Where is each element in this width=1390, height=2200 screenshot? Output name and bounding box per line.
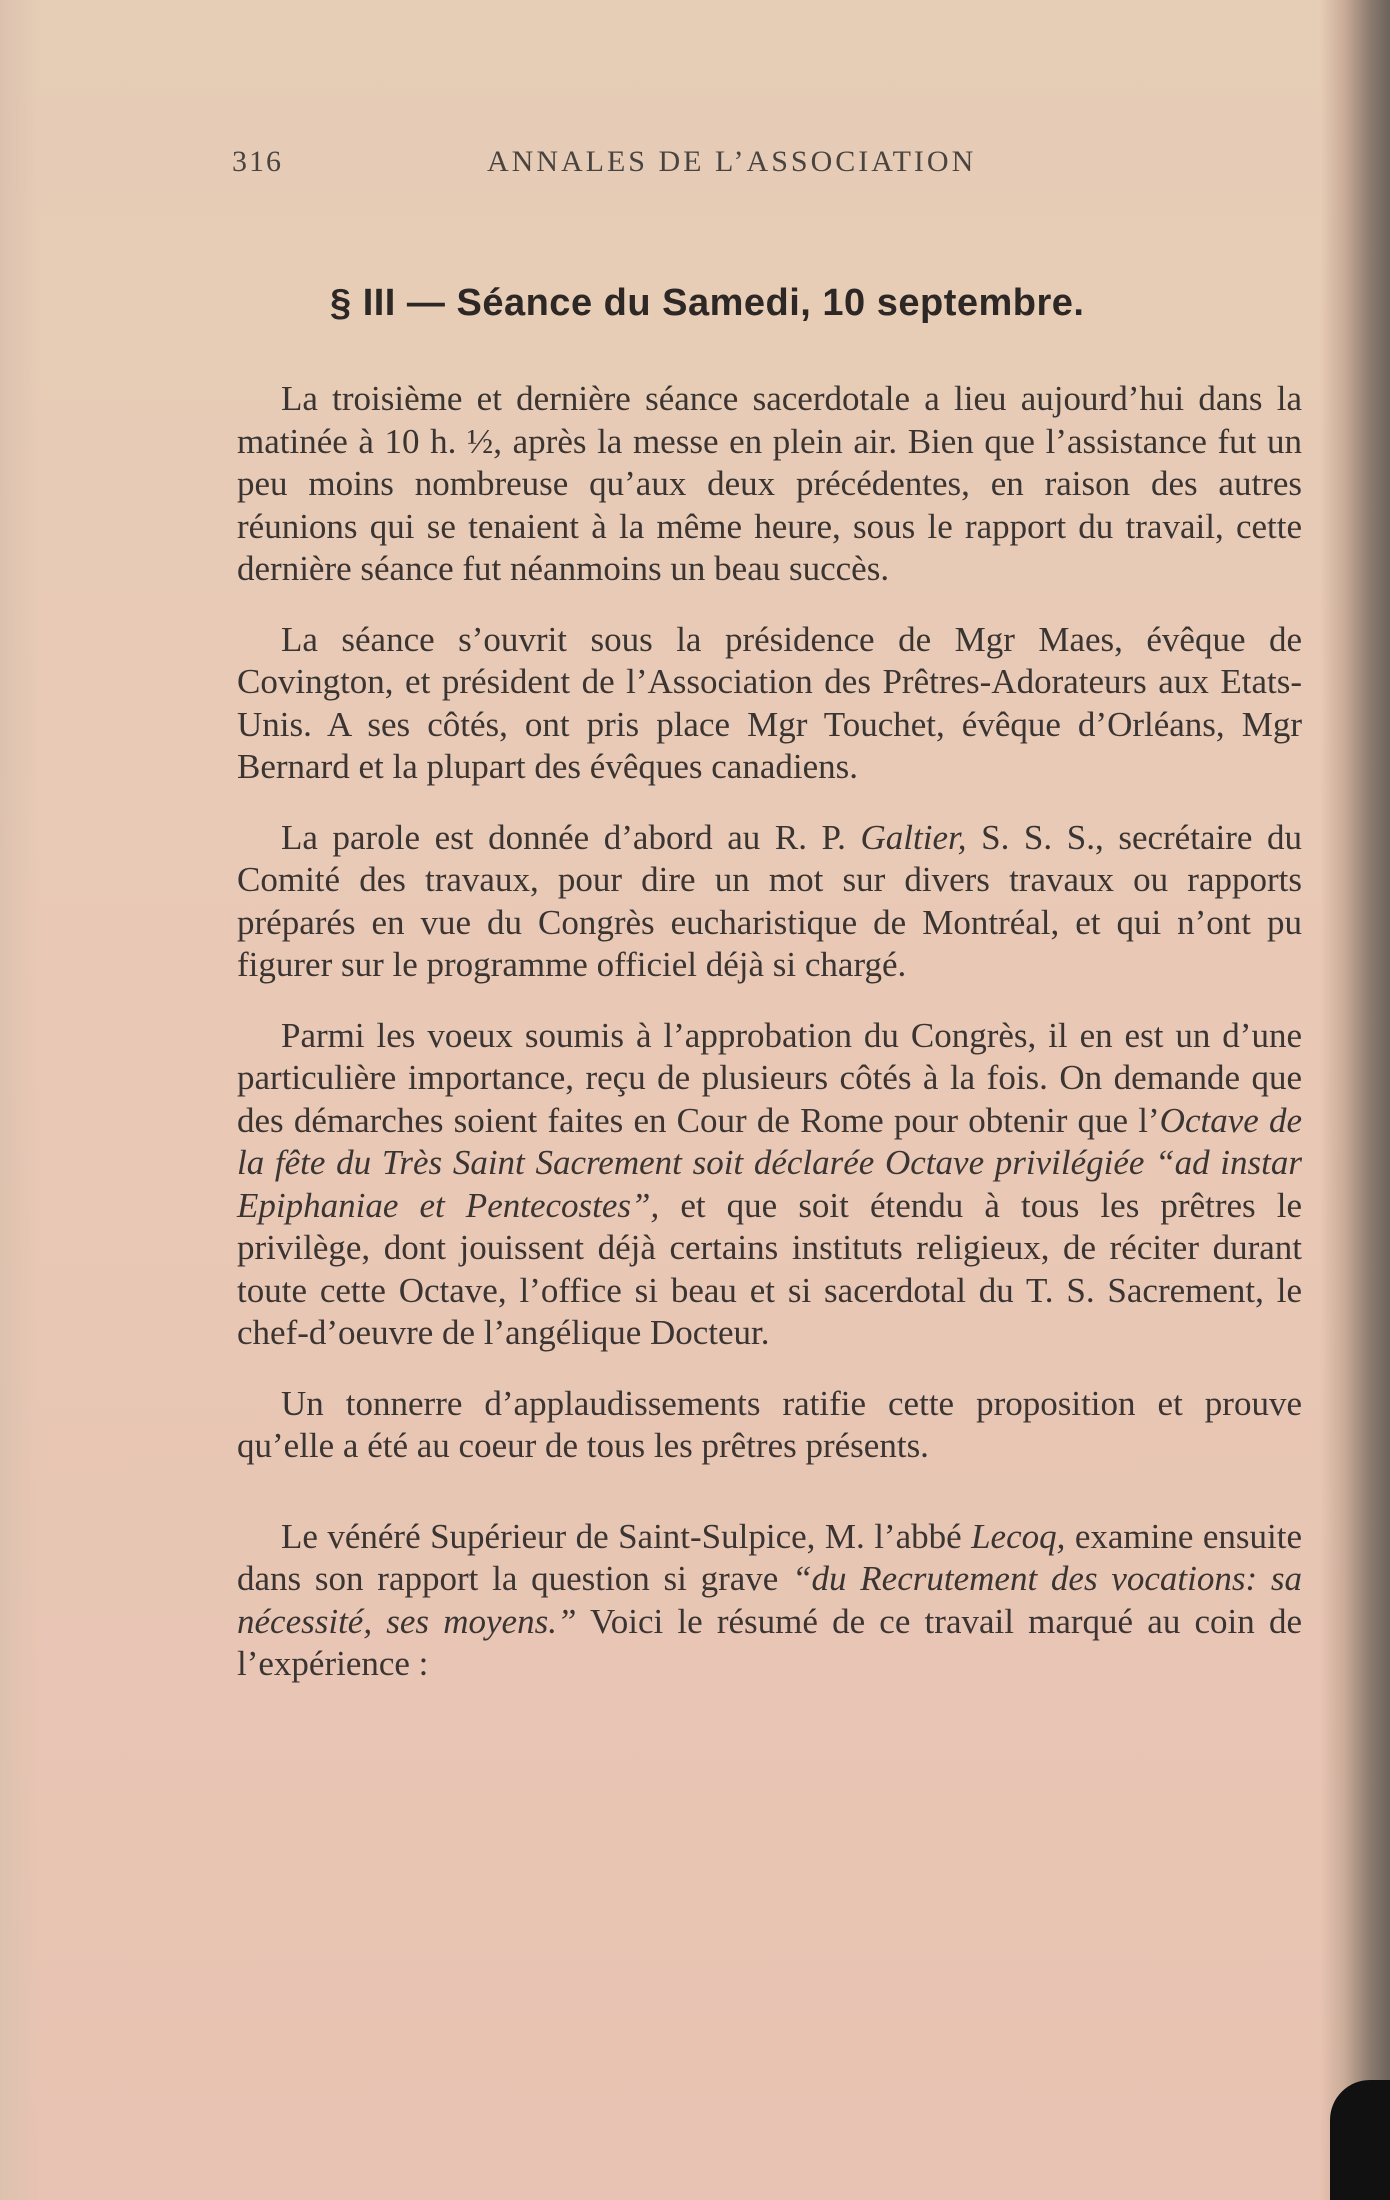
- paragraph-3-text-a: La parole est donnée d’abord au R. P.: [281, 817, 861, 857]
- paragraph-4-text-c: et que soit étendu à tous les prêtres le privilège, dont jouissent déjà certains instituts religieux, de réciter durant toute cette Octave, l’office si beau et si sacerdotal du T. S. Sacrement, le chef-d’oeuvre de l’angélique Docteur.: [237, 1185, 1302, 1352]
- paragraph-6-text-e: Voici le résumé de ce travail marqué au coin de l’expérience :: [237, 1601, 1302, 1683]
- paragraph-4-italic-phrase: Octave de la fête du Très Saint Sacrement soit déclarée Octave privilégiée “ad instar Epiphaniae et Pentecostes”,: [237, 1100, 1303, 1225]
- paragraph-3: [237, 817, 1302, 987]
- paragraph-6-italic-title: “du Recrutement des vocations: sa nécessité, ses moyens.”: [237, 1559, 1302, 1641]
- paragraph-4-text-a: Parmi les voeux soumis à l’approbation du Congrès, il en est un d’une particulière importance, reçu de plusieurs côtés à la fois. On demande que des démarches soient faites en Cour de Rome pour obtenir que l’: [237, 1015, 1302, 1140]
- paragraph-6-text-c: examine ensuite dans son rapport la question si grave: [237, 1516, 1302, 1598]
- paragraph-2: La séance s’ouvrit sous la présidence de Mgr Maes, évêque de Covington, et président de l’Association des Prêtres-Adorateurs aux Etats-Unis. A ses côtés, ont pris place Mgr Touchet, évêque d’Orléans, Mgr Bernard et la plupart des évêques canadiens.: [237, 619, 1302, 786]
- body-text: [237, 378, 1302, 1686]
- paragraph-6: [237, 1516, 1302, 1686]
- page-number: 316: [232, 145, 283, 178]
- paragraph-3-text-c: S. S. S., secrétaire du Comité des travaux, pour dire un mot sur divers travaux ou rapports préparés en vue du Congrès eucharistique de Montréal, et qui n’ont pu figurer sur le programme officiel déjà si chargé.: [237, 817, 1303, 984]
- paragraph-6-text-a: Le vénéré Supérieur de Saint-Sulpice, M. l’abbé: [281, 1516, 972, 1556]
- page-corner-dark: [1330, 2080, 1390, 2200]
- page-header: [232, 145, 1052, 185]
- page-left-shade: [0, 0, 40, 2200]
- page-edge-shadow: [1320, 0, 1390, 2200]
- running-head: ANNALES DE L’ASSOCIATION: [487, 145, 977, 178]
- paragraph-1: La troisième et dernière séance sacerdotale a lieu aujourd’hui dans la matinée à 10 h. ½, après la messe en plein air. Bien que l’assistance fut un peu moins nombreuse qu’aux deux précédentes, en raison des autres réunions qui se tenaient à la même heure, sous le rapport du travail, cette dernière séance fut néanmoins un beau succès.: [237, 379, 1302, 588]
- paragraph-3-italic-name: Galtier,: [860, 817, 967, 857]
- paragraph-6-italic-name: Lecoq,: [971, 1516, 1066, 1556]
- section-title: § III — Séance du Samedi, 10 septembre.: [330, 282, 1085, 324]
- paragraph-4: [237, 1015, 1302, 1355]
- paragraph-5: Un tonnerre d’applaudissements ratifie cette proposition et prouve qu’elle a été au coeur de tous les prêtres présents.: [237, 1383, 1302, 1465]
